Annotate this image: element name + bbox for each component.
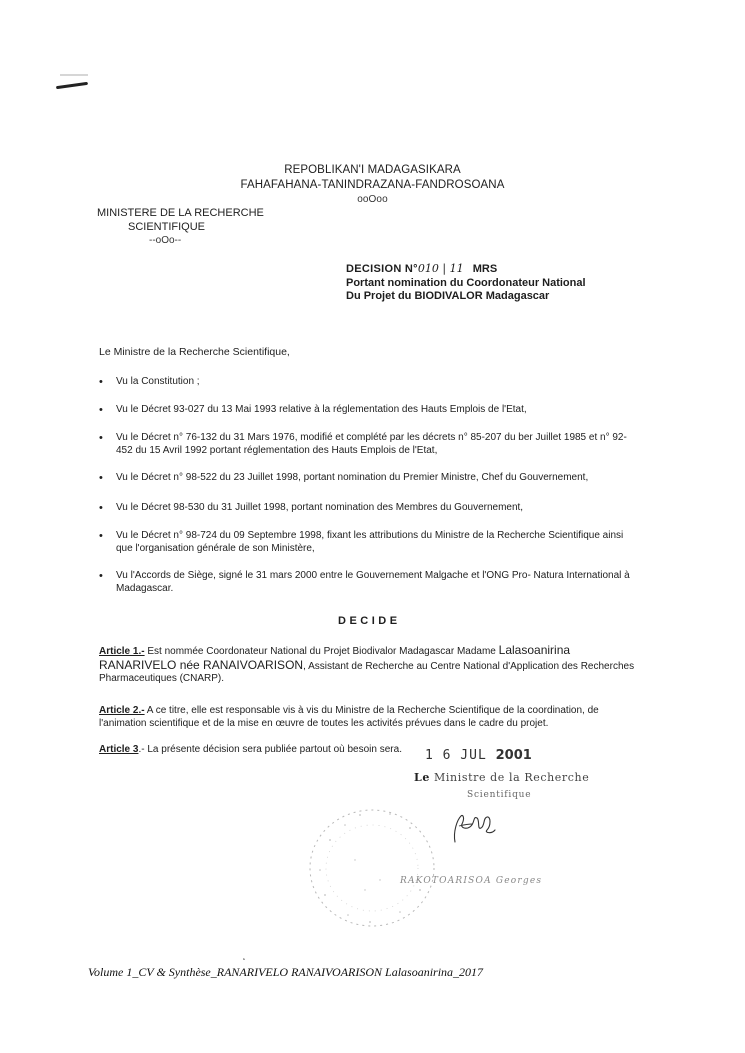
ministry-block (97, 206, 264, 248)
stamp-title: Ministre de la Recherche (429, 771, 590, 784)
article-1-label: Article 1.- (99, 646, 145, 657)
decision-subject-line-1: Portant nomination du Coordonateur National (346, 276, 586, 289)
handwritten-signature (447, 808, 507, 848)
consideration-item: • Vu l'Accords de Siège, signé le 31 mars 2000 entre le Gouvernement Malgache et l'ONG Pro- Natura International à Madagascar. (99, 570, 639, 595)
ministry-line-2: SCIENTIFIQUE (128, 221, 206, 233)
official-seal-stamp (300, 800, 455, 935)
article-2-text: A ce titre, elle est responsable vis à vis du Ministre de la Recherche Scientifique de la coordination, de l'animation scientifique et de la mise en œuvre de toutes les activités prévues dans le cadre du projet. (99, 705, 599, 729)
consideration-item: • Vu le Décret n° 98-724 du 09 Septembre 1998, fixant les attributions du Ministre de la Recherche Scientifique ainsi que l'organisation générale de son Ministère, (99, 530, 639, 555)
article-1 (99, 644, 639, 686)
decision-subject-line-2: Du Projet du BIODIVALOR Madagascar (346, 290, 550, 302)
article-3-text: .- La présente décision sera publiée partout où besoin sera. (138, 744, 402, 755)
consideration-item: • Vu le Décret 93-027 du 13 Mai 1993 relative à la réglementation des Hauts Emplois de l'Etat, (99, 404, 639, 417)
article-1-text-end: , Assistant de Recherche au Centre National d'Application des Recherches Pharmaceutiques (CNARP). (99, 660, 635, 684)
stamp-date (425, 748, 532, 763)
decide-heading: DECIDE (338, 615, 401, 627)
decision-block (346, 262, 586, 304)
decision-prefix: DECISION N° (346, 263, 418, 275)
ministry-line-1: MINISTERE DE LA RECHERCHE (97, 207, 264, 219)
considerations-list (99, 376, 639, 595)
consideration-item: • Vu le Décret 98-530 du 31 Juillet 1998, portant nomination des Membres du Gouvernement, (99, 502, 639, 515)
stamp-title-prefix: Le (414, 771, 430, 784)
decision-suffix: MRS (472, 263, 498, 275)
header-motto: FAHAFAHANA-TANINDRAZANA-FANDROSOANA (240, 179, 505, 191)
scan-dash-mark (56, 82, 88, 89)
header-ornament: ooOoo (357, 194, 388, 205)
article-3 (99, 744, 419, 757)
stamp-date-year: 2001 (495, 748, 532, 763)
scan-mark: ˛ (243, 950, 246, 960)
appointee-surname: RANARIVELO née RANAIVOARISON (99, 657, 304, 672)
decision-number-line (346, 262, 586, 277)
stamp-date-day-month: 1 6 JUL (425, 748, 487, 763)
stamp-signatory-name: RAKOTOARISOA Georges (400, 876, 543, 886)
article-1-text: Est nommée Coordonateur National du Projet Biodivalor Madagascar Madame (144, 646, 499, 657)
stamp-signatory-title-2: Scientifique (467, 790, 532, 800)
consideration-item: • Vu le Décret n° 76-132 du 31 Mars 1976, modifié et complété par les décrets n° 85-207 du ber Juillet 1985 et n° 92-452 du 15 Avril 1992 portant réglementation des Hauts Emplois de l'Etat, (99, 432, 639, 457)
ministry-ornament: --oOo-- (149, 235, 182, 246)
header-country: REPOBLIKAN'I MADAGASIKARA (284, 164, 461, 176)
consideration-item: • Vu la Constitution ; (99, 376, 639, 389)
decision-number: 010 | 11 (417, 262, 464, 275)
page-footer: Volume 1_CV & Synthèse_RANARIVELO RANAIVOARISON Lalasoanirina_2017 (88, 965, 484, 979)
article-2 (99, 705, 639, 730)
consideration-item: • Vu le Décret n° 98-522 du 23 Juillet 1998, portant nomination du Premier Ministre, Chef du Gouvernement, (99, 472, 639, 485)
minister-intro: Le Ministre de la Recherche Scientifique, (99, 346, 290, 358)
stamp-signatory-title (414, 771, 589, 784)
article-3-label: Article 3 (99, 744, 139, 755)
appointee-first-name: Lalasoanirina (498, 643, 571, 657)
scan-speck (60, 74, 88, 76)
article-2-label: Article 2.- (99, 705, 145, 716)
